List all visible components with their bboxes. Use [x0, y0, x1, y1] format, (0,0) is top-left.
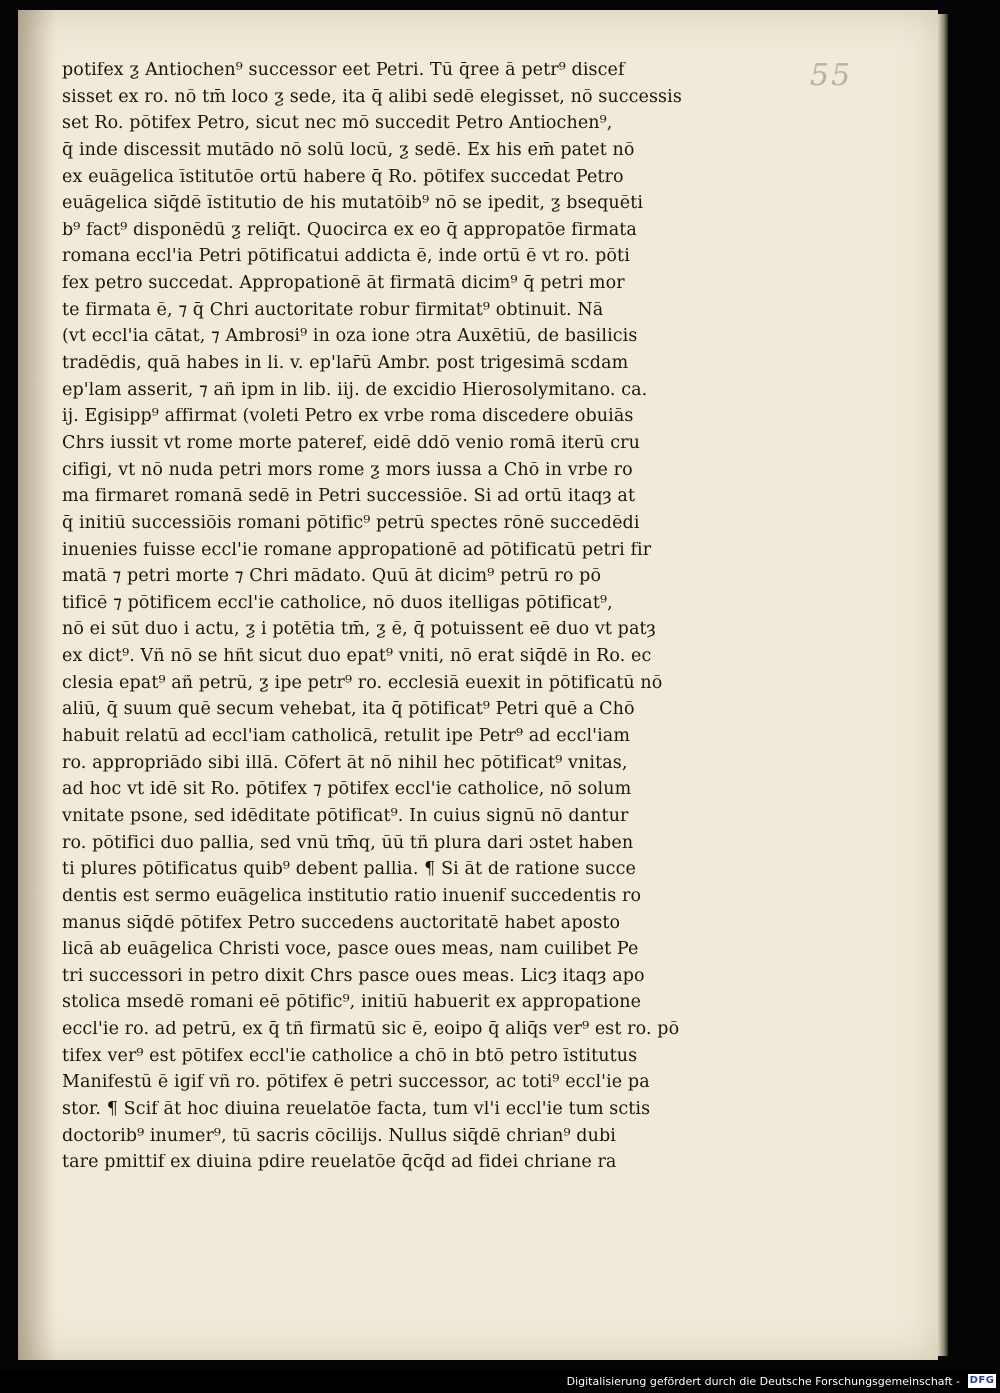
text-line: fex petro succedat. Appropationē āt firmatā dicim⁹ q̄ petri mor	[62, 275, 625, 293]
text-block	[62, 62, 722, 1172]
text-line: ma firmaret romanā sedē in Petri successiōe. Si ad ortū itaqȝ at	[62, 488, 636, 506]
text-line: Manifestū ē igif vñ ro. pōtifex ē petri successor, ac toti⁹ eccl'ie pa	[62, 1074, 650, 1092]
text-line: habuit relatū ad eccl'iam catholicā, retulit ipe Petr⁹ ad eccl'iam	[62, 728, 631, 746]
text-line: clesia epat⁹ añ petrū, ƺ ipe petr⁹ ro. ecclesiā euexit in pōtificatū nō	[62, 674, 663, 693]
text-line: tificē ⁊ pōtificem eccl'ie catholice, nō duos itelligas pōtificat⁹,	[62, 594, 613, 613]
text-line: (vt eccl'ia cātat, ⁊ Ambrosi⁹ in oza ione ɔtra Auxētiū, de basilicis	[62, 328, 638, 346]
text-line: nō ei sūt duo i actu, ƺ i potētia tm̄, ƺ ē, q̄ potuissent eē duo vt patȝ	[62, 621, 656, 639]
text-line: euāgelica siq̄dē īstitutio de his mutatōib⁹ nō se ipedit, ƺ bsequēti	[62, 195, 644, 213]
text-line: ad hoc vt idē sit Ro. pōtifex ⁊ pōtifex eccl'ie catholice, nō solum	[62, 781, 632, 799]
text-line: ti plures pōtificatus quib⁹ debent pallia. ¶ Si āt de ratione succe	[62, 861, 636, 879]
text-line: aliū, q̄ suum quē secum vehebat, ita q̄ pōtificat⁹ Petri quē a Chō	[62, 701, 635, 719]
text-line: ro. appropriādo sibi illā. Cōfert āt nō nihil hec pōtificat⁹ vnitas,	[62, 754, 628, 773]
text-line: potifex ƺ Antiochen⁹ successor eet Petri. Tū q̄ree ā petr⁹ discef	[62, 62, 625, 80]
page-edge	[938, 14, 948, 1356]
text-line: ex euāgelica īstitutōe ortū habere q̄ Ro. pōtifex succedat Petro	[62, 168, 624, 187]
text-line: licā ab euāgelica Christi voce, pasce oues meas, nam cuilibet Pe	[62, 941, 639, 959]
text-line: vnitate psone, sed idēditate pōtificat⁹. In cuius signū nō dantur	[62, 807, 629, 826]
dfg-logo: DFG	[969, 1375, 995, 1386]
text-line: tare pmittif ex diuina pdire reuelatōe q̄cq̄d ad fidei chriane ra	[62, 1154, 617, 1172]
folio-number: 55	[810, 58, 853, 93]
text-line: b⁹ fact⁹ disponēdū ƺ reliq̄t. Quocirca ex eo q̄ appropatōe firmata	[62, 221, 637, 240]
text-line: sisset ex ro. nō tm̄ loco ƺ sede, ita q̄ alibi sedē elegisset, nō successis	[62, 88, 682, 107]
text-line: q̄ inde discessit mutādo nō solū locū, ƺ sedē. Ex his em̄ patet nō	[62, 141, 635, 160]
text-line: ex dict⁹. Vñ nō se hñt sicut duo epat⁹ vniti, nō erat siq̄dē in Ro. ec	[62, 648, 652, 666]
text-line: manus siq̄dē pōtifex Petro succedens auctoritatē habet aposto	[62, 914, 621, 932]
text-line: set Ro. pōtifex Petro, sicut nec mō succedit Petro Antiochen⁹,	[62, 115, 613, 133]
text-line: ro. pōtifici duo pallia, sed vnū tm̄q, ūū tñ plura dari ɔstet haben	[62, 834, 634, 853]
text-line: stor. ¶ Scif āt hoc diuina reuelatōe facta, tum vl'i eccl'ie tum sctis	[62, 1100, 651, 1119]
text-line: dentis est sermo euāgelica institutio ratio inuenif succedentis ro	[62, 887, 642, 906]
text-line: inuenies fuisse eccl'ie romane appropationē ad pōtificatū petri fir	[62, 541, 652, 560]
text-line: doctorib⁹ inumer⁹, tū sacris cōcilijs. Nullus siq̄dē chrian⁹ dubi	[62, 1127, 616, 1146]
text-line: matā ⁊ petri morte ⁊ Chri mādato. Quū āt dicim⁹ petrū ro pō	[62, 568, 602, 586]
text-line: tri successori in petro dixit Chrs pasce oues meas. Licȝ itaqȝ apo	[62, 967, 645, 986]
text-line: stolica msedē romani eē pōtific⁹, initiū habuerit ex appropatione	[62, 994, 642, 1012]
text-line: cifigi, vt nō nuda petri mors rome ƺ mors iussa a Chō in vrbe ro	[62, 461, 633, 480]
text-line: tradēdis, quā habes in li. v. ep'lar̄ū Ambr. post trigesimā scdam	[62, 355, 629, 373]
text-line: q̄ initiū successiōis romani pōtific⁹ petrū spectes rōnē succedēdi	[62, 514, 640, 533]
text-line: tifex ver⁹ est pōtifex eccl'ie catholice a chō in btō petro īstitutus	[62, 1047, 638, 1066]
text-line: romana eccl'ia Petri pōtificatui addicta ē, inde ortū ē vt ro. pōti	[62, 248, 630, 266]
text-line: Chrs iussit vt rome morte pateref, eidē ddō venio romā iterū cru	[62, 434, 640, 453]
text-line: ij. Egisipp⁹ affirmat (voleti Petro ex vrbe roma discedere obuiās	[62, 408, 634, 426]
text-line: te firmata ē, ⁊ q̄ Chri auctoritate robur firmitat⁹ obtinuit. Nā	[62, 301, 604, 320]
text-line: eccl'ie ro. ad petrū, ex q̄ tñ firmatū sic ē, eoipo q̄ aliq̄s ver⁹ est ro. pō	[62, 1021, 680, 1039]
text-line: ep'lam asserit, ⁊ añ ipm in lib. iij. de excidio Hierosolymitano. ca.	[62, 381, 648, 400]
footer-credit: Digitalisierung gefördert durch die Deutsche Forschungsgemeinschaft -	[566, 1375, 960, 1388]
